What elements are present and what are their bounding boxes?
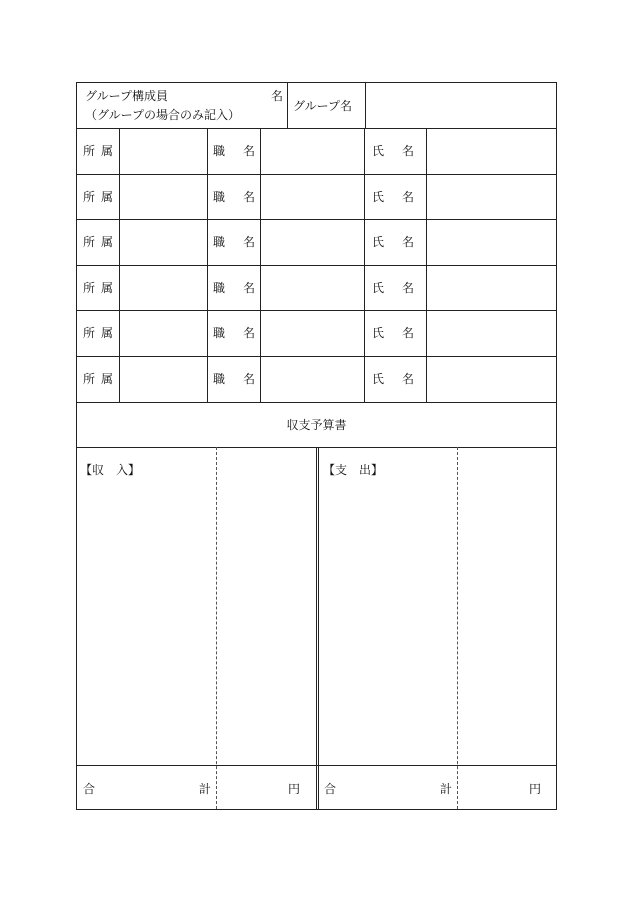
- name-label: 氏名: [372, 372, 433, 386]
- name-label: 氏名: [372, 190, 433, 204]
- income-total-label-first: 合: [83, 782, 96, 796]
- row-divider: [77, 174, 556, 175]
- income-total-currency: 円: [288, 782, 301, 796]
- income-section-label: 【収 入】: [80, 463, 141, 477]
- expense-total-currency: 円: [529, 782, 542, 796]
- expense-amount-field[interactable]: [459, 449, 556, 764]
- affiliation-label: 所属: [83, 281, 120, 295]
- affiliation-label: 所属: [83, 144, 120, 158]
- header-divider: [287, 83, 288, 128]
- group-name-label: グループ名: [293, 99, 353, 113]
- budget-title: 収支予算書: [286, 418, 347, 432]
- expense-total-label-first: 合: [324, 782, 337, 796]
- position-label: 職名: [213, 326, 274, 340]
- section-divider: [318, 447, 319, 809]
- row-divider: [77, 310, 556, 311]
- row-divider: [77, 265, 556, 266]
- affiliation-label: 所属: [83, 190, 120, 204]
- name-label: 氏名: [372, 144, 433, 158]
- section-divider: [316, 447, 317, 809]
- group-name-field[interactable]: [366, 83, 556, 128]
- row-divider: [77, 219, 556, 220]
- row-divider: [77, 402, 556, 403]
- col-divider: [207, 128, 208, 402]
- member-count-note: （グループの場合のみ記入）: [85, 108, 241, 122]
- position-label: 職名: [213, 235, 274, 249]
- affiliation-label: 所属: [83, 326, 120, 340]
- expense-dash-divider: [457, 447, 458, 809]
- income-total-label-second: 計: [199, 782, 212, 796]
- col-divider: [119, 128, 120, 402]
- income-amount-field[interactable]: [218, 449, 315, 764]
- name-label: 氏名: [372, 235, 433, 249]
- expense-section-label: 【支 出】: [323, 463, 384, 477]
- position-label: 職名: [213, 281, 274, 295]
- position-label: 職名: [213, 144, 274, 158]
- position-label: 職名: [213, 190, 274, 204]
- expense-items-field[interactable]: [320, 449, 456, 764]
- row-divider: [77, 356, 556, 357]
- affiliation-label: 所属: [83, 372, 120, 386]
- row-divider: [77, 128, 556, 129]
- col-divider: [364, 128, 365, 402]
- name-label: 氏名: [372, 326, 433, 340]
- income-dash-divider: [216, 447, 217, 809]
- member-count-unit: 名: [271, 89, 284, 103]
- budget-form: [76, 82, 557, 810]
- member-count-label: グループ構成員: [85, 89, 169, 103]
- col-divider: [426, 128, 427, 402]
- expense-total-label-second: 計: [440, 782, 453, 796]
- position-label: 職名: [213, 372, 274, 386]
- affiliation-label: 所属: [83, 235, 120, 249]
- income-items-field[interactable]: [78, 449, 215, 764]
- name-label: 氏名: [372, 281, 433, 295]
- col-divider: [260, 128, 261, 402]
